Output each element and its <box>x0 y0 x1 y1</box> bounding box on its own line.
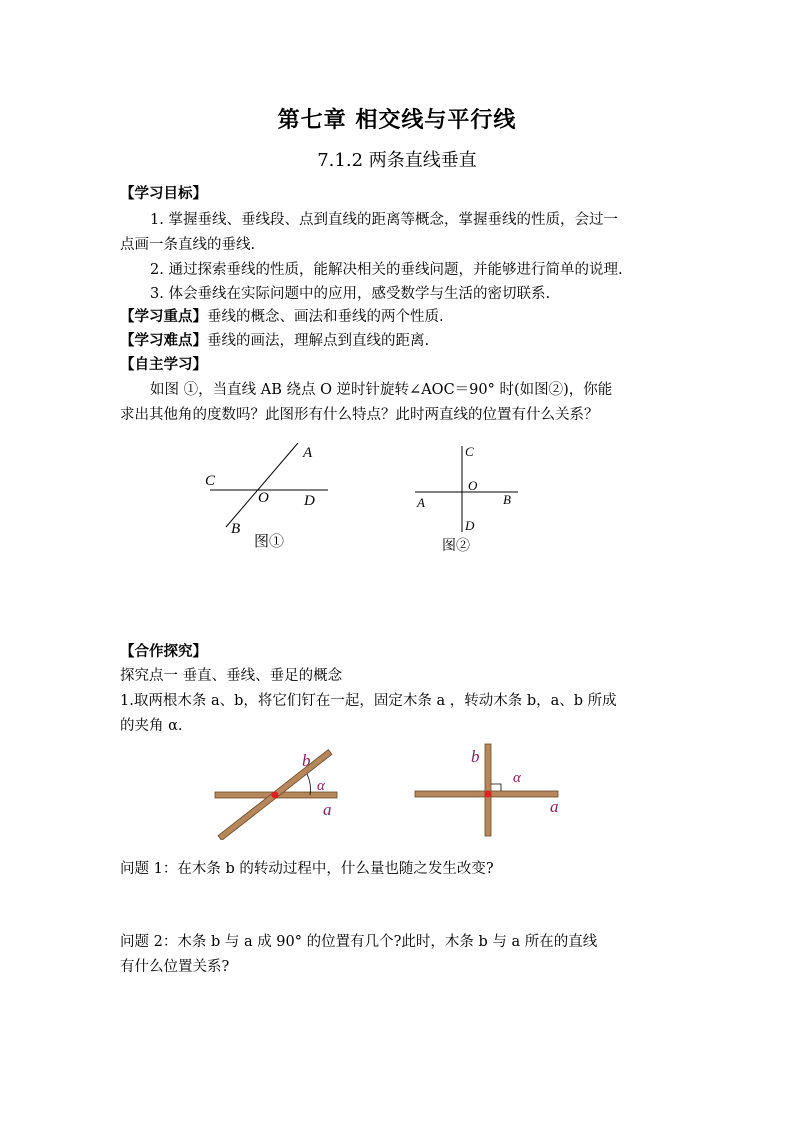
question-2-line1: 问题 2：木条 b 与 a 成 90° 的位置有几个?此时，木条 b 与 a 所在的直线 <box>120 934 598 950</box>
stick-b <box>485 744 491 836</box>
objective-2: 2. 通过探索垂线的性质，能解决相关的垂线问题，并能够进行简单的说理. <box>150 262 623 278</box>
self-study-line2: 求出其他角的度数吗？此图形有什么特点？此时两直线的位置有什么关系？ <box>120 407 599 423</box>
label-b: b <box>471 747 480 766</box>
figure-2-caption: 图② <box>442 539 470 554</box>
label-b: B <box>503 492 511 507</box>
difficulties-text: 垂线的画法，理解点到直线的距离. <box>207 333 430 349</box>
difficulties <box>120 329 429 350</box>
self-study-heading: 【自主学习】 <box>120 356 207 373</box>
label-d: D <box>465 518 475 533</box>
label-c: C <box>205 473 216 489</box>
label-a: a <box>323 800 332 819</box>
task-line1: 1.取两根木条 a、b，将它们钉在一起，固定木条 a ，转动木条 b，a、b 所成 <box>120 693 617 709</box>
sticks-figure-1 <box>210 745 350 840</box>
key-points-text: 垂线的概念、画法和垂线的两个性质. <box>207 309 444 325</box>
objectives-heading: 【学习目标】 <box>120 185 207 202</box>
difficulties-heading: 【学习难点】 <box>120 332 207 349</box>
task-line2: 的夹角 α. <box>120 718 183 734</box>
label-a: A <box>417 495 425 510</box>
label-alpha: α <box>513 770 521 786</box>
label-a: A <box>303 445 313 461</box>
line-ab <box>226 443 298 527</box>
figure-2 <box>405 440 535 560</box>
figure-1 <box>195 435 345 555</box>
label-b: b <box>302 751 311 770</box>
chapter-title: 第七章 相交线与平行线 <box>277 107 517 133</box>
cooperation-heading: 【合作探究】 <box>120 643 207 660</box>
label-o: O <box>468 478 478 493</box>
label-alpha: α <box>317 778 325 794</box>
label-a: a <box>550 797 559 816</box>
question-2-line2: 有什么位置关系? <box>120 959 230 975</box>
self-study-line1: 如图 ①，当直线 AB 绕点 O 逆时针旋转∠AOC＝90° 时(如图②)，你能 <box>150 382 613 398</box>
sticks-figure-2 <box>410 742 570 840</box>
nail-dot <box>485 791 492 798</box>
objective-1-line1: 1. 掌握垂线、垂线段、点到直线的距离等概念，掌握垂线的性质，会过一 <box>150 212 618 228</box>
nail-dot <box>272 792 279 799</box>
section-title: 7.1.2 两条直线垂直 <box>317 150 477 171</box>
objective-3: 3. 体会垂线在实际问题中的应用，感受数学与生活的密切联系. <box>150 286 551 302</box>
label-o: O <box>258 490 269 506</box>
question-1: 问题 1：在木条 b 的转动过程中，什么量也随之发生改变? <box>120 861 494 877</box>
objective-1-line2: 点画一条直线的垂线. <box>120 237 256 253</box>
figure-1-caption: 图① <box>254 534 285 550</box>
label-c: C <box>465 444 474 459</box>
key-points <box>120 305 444 326</box>
exploration-point-1: 探究点一 垂直、垂线、垂足的概念 <box>120 668 343 684</box>
label-b: B <box>231 521 241 537</box>
right-angle-mark <box>491 784 501 791</box>
key-points-heading: 【学习重点】 <box>120 308 207 325</box>
label-d: D <box>304 493 315 509</box>
